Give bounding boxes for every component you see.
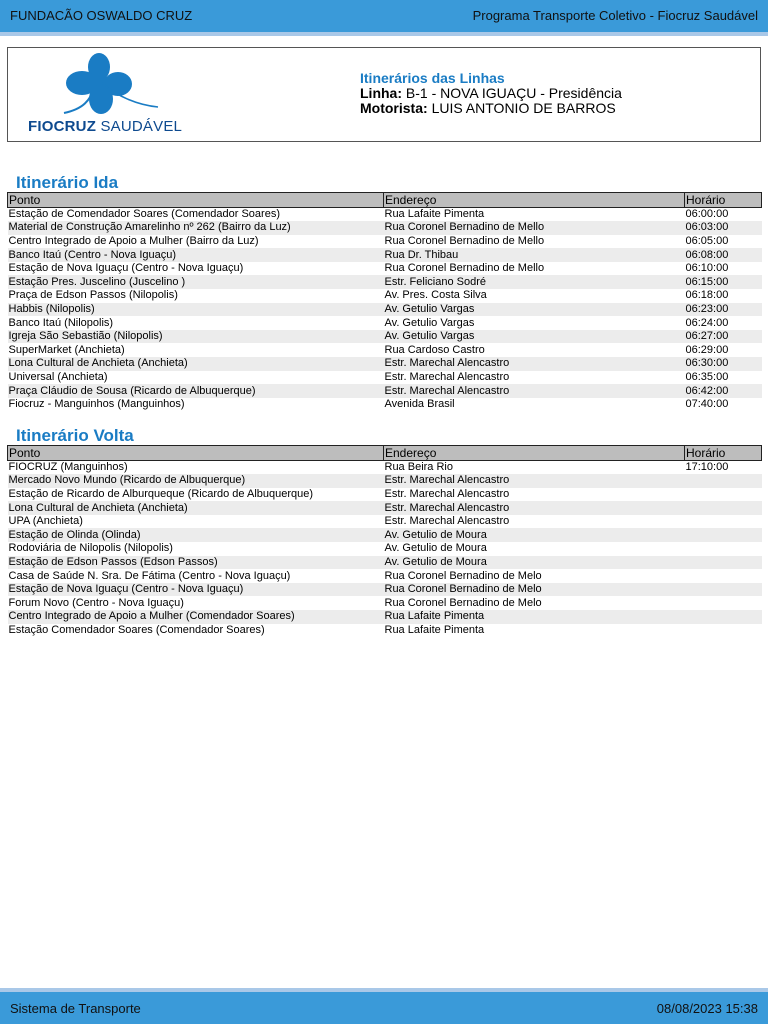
table-row bbox=[8, 501, 762, 515]
address-cell: Estr. Marechal Alencastro bbox=[384, 487, 510, 500]
driver-row bbox=[360, 101, 622, 116]
address-cell: Rua Coronel Bernadino de Mello bbox=[384, 234, 545, 247]
time-cell: 06:10:00 bbox=[685, 262, 729, 275]
stop-name-cell: Estação de Comendador Soares (Comendador Soares) bbox=[8, 208, 280, 221]
address-cell: Rua Cardoso Castro bbox=[384, 343, 485, 356]
address-cell: Rua Dr. Thibau bbox=[384, 248, 685, 262]
stop-name-cell: Estação Comendador Soares (Comendador Soares) bbox=[8, 623, 265, 636]
table-row bbox=[8, 221, 762, 235]
stop-name-cell: Lona Cultural de Anchieta (Anchieta) bbox=[8, 501, 384, 515]
table-row bbox=[8, 303, 762, 317]
stop-name-cell: Habbis (Nilopolis) bbox=[8, 303, 384, 317]
table-row bbox=[8, 624, 762, 638]
table-row bbox=[8, 461, 762, 475]
address-cell: Av. Getulio Vargas bbox=[384, 330, 685, 344]
stop-name-cell: Centro Integrado de Apoio a Mulher (Bairro da Luz) bbox=[8, 234, 259, 247]
column-header-ponto: Ponto bbox=[8, 446, 384, 461]
table-row bbox=[8, 542, 762, 556]
logo-brand-bold: FIOCRUZ bbox=[28, 118, 97, 135]
top-header-bar bbox=[0, 0, 768, 32]
stop-name-cell: Banco Itaú (Nilopolis) bbox=[8, 316, 114, 329]
program-name: Programa Transporte Coletivo - Fiocruz Saudável bbox=[472, 7, 758, 23]
stop-name-cell: Lona Cultural de Anchieta (Anchieta) bbox=[8, 357, 384, 371]
line-value: B-1 - NOVA IGUAÇU - Presidência bbox=[405, 85, 622, 101]
table-row bbox=[8, 316, 762, 330]
address-cell: Rua Lafaite Pimenta bbox=[384, 623, 485, 636]
stop-name-cell: Praça de Edson Passos (Nilopolis) bbox=[8, 289, 178, 302]
address-cell: Rua Coronel Bernadino de Melo bbox=[384, 569, 542, 582]
page-title: Itinerários das Linhas bbox=[360, 70, 505, 86]
footer-system-name: Sistema de Transporte bbox=[10, 1000, 141, 1016]
table-row bbox=[8, 596, 762, 610]
line-row bbox=[360, 86, 622, 101]
time-cell bbox=[685, 610, 762, 624]
document-header bbox=[7, 47, 761, 142]
table-row bbox=[8, 474, 762, 488]
time-cell: 06:42:00 bbox=[685, 384, 762, 398]
time-cell: 06:23:00 bbox=[685, 303, 762, 317]
time-cell: 06:18:00 bbox=[685, 289, 729, 302]
address-cell: Av. Getulio Vargas bbox=[384, 303, 685, 317]
time-cell bbox=[685, 556, 762, 570]
table-row bbox=[8, 569, 762, 583]
table-row bbox=[8, 343, 762, 357]
stop-name-cell: Praça Cláudio de Sousa (Ricardo de Albuquerque) bbox=[8, 384, 384, 398]
address-cell: Rua Beira Rio bbox=[384, 461, 453, 474]
column-header-ponto: Ponto bbox=[8, 193, 384, 208]
driver-value: LUIS ANTONIO DE BARROS bbox=[431, 100, 616, 116]
table-header-row bbox=[8, 193, 762, 208]
stop-name-cell: Centro Integrado de Apoio a Mulher (Comendador Soares) bbox=[8, 610, 384, 624]
time-cell: 06:30:00 bbox=[685, 357, 762, 371]
stop-name-cell: Universal (Anchieta) bbox=[8, 370, 108, 383]
logo-brand-light: SAUDÁVEL bbox=[100, 118, 183, 135]
stop-name-cell: Fiocruz - Manguinhos (Manguinhos) bbox=[8, 398, 185, 411]
stop-name-cell: Estação de Ricardo de Alburqueque (Ricardo de Albuquerque) bbox=[8, 487, 314, 500]
time-cell: 06:15:00 bbox=[685, 275, 762, 289]
address-cell: Rua Coronel Bernadino de Melo bbox=[384, 596, 542, 609]
table-row bbox=[8, 528, 762, 542]
address-cell: Av. Pres. Costa Silva bbox=[384, 289, 487, 302]
institution-name: FUNDACÃO OSWALDO CRUZ bbox=[10, 7, 193, 23]
stop-name-cell: Estação de Nova Iguaçu (Centro - Nova Iguaçu) bbox=[8, 583, 384, 597]
table-row bbox=[8, 248, 762, 262]
time-cell bbox=[685, 569, 762, 583]
address-cell: Av. Getulio Vargas bbox=[384, 316, 475, 329]
address-cell: Av. Getulio de Moura bbox=[384, 556, 685, 570]
address-cell: Estr. Marechal Alencastro bbox=[384, 384, 685, 398]
column-header-endereco: Endereço bbox=[384, 193, 685, 208]
time-cell: 06:24:00 bbox=[685, 316, 729, 329]
time-cell: 06:00:00 bbox=[685, 208, 729, 221]
time-cell bbox=[685, 474, 762, 488]
table-row bbox=[8, 235, 762, 249]
time-cell: 17:10:00 bbox=[685, 461, 729, 474]
line-info bbox=[360, 71, 622, 116]
table-row bbox=[8, 384, 762, 398]
stop-name-cell: Estação de Nova Iguaçu (Centro - Nova Iguaçu) bbox=[8, 262, 244, 275]
table-header-row bbox=[8, 446, 762, 461]
stop-name-cell: FIOCRUZ (Manguinhos) bbox=[8, 461, 128, 474]
address-cell: Estr. Marechal Alencastro bbox=[384, 474, 685, 488]
line-label: Linha: bbox=[360, 85, 402, 101]
time-cell: 07:40:00 bbox=[685, 398, 729, 411]
clover-logo-icon bbox=[28, 53, 188, 119]
address-cell: Av. Getulio de Moura bbox=[384, 528, 685, 542]
table-row bbox=[8, 610, 762, 624]
time-cell bbox=[685, 583, 762, 597]
column-header-endereco: Endereço bbox=[384, 446, 685, 461]
time-cell: 06:35:00 bbox=[685, 370, 729, 383]
footer-bar bbox=[0, 992, 768, 1024]
table-row bbox=[8, 275, 762, 289]
address-cell: Rua Coronel Bernadino de Mello bbox=[384, 262, 545, 275]
table-row bbox=[8, 208, 762, 222]
stop-name-cell: Estação Pres. Juscelino (Juscelino ) bbox=[8, 275, 384, 289]
table-row bbox=[8, 289, 762, 303]
table-row bbox=[8, 262, 762, 276]
table-row bbox=[8, 371, 762, 385]
stop-name-cell: UPA (Anchieta) bbox=[8, 515, 83, 528]
itinerary-volta-table bbox=[7, 445, 762, 637]
footer-timestamp: 08/08/2023 15:38 bbox=[656, 1000, 758, 1016]
stop-name-cell: Material de Construção Amarelinho nº 262 (Bairro da Luz) bbox=[8, 221, 384, 235]
column-header-horario: Horário bbox=[685, 446, 762, 461]
address-cell: Av. Getulio de Moura bbox=[384, 542, 487, 555]
table-row bbox=[8, 330, 762, 344]
time-cell bbox=[685, 542, 762, 556]
stop-name-cell: Casa de Saúde N. Sra. De Fátima (Centro - Nova Iguaçu) bbox=[8, 569, 291, 582]
fiocruz-logo bbox=[28, 53, 188, 139]
address-cell: Rua Lafaite Pimenta bbox=[384, 208, 485, 221]
table-row bbox=[8, 357, 762, 371]
table-row bbox=[8, 556, 762, 570]
table-row bbox=[8, 398, 762, 412]
top-divider bbox=[0, 32, 768, 36]
stop-name-cell: Mercado Novo Mundo (Ricardo de Albuquerque) bbox=[8, 474, 384, 488]
stop-name-cell: Forum Novo (Centro - Nova Iguaçu) bbox=[8, 596, 184, 609]
address-cell: Estr. Marechal Alencastro bbox=[384, 501, 685, 515]
logo-wordmark bbox=[28, 118, 188, 135]
time-cell bbox=[685, 515, 762, 529]
address-cell: Estr. Marechal Alencastro bbox=[384, 370, 510, 383]
table-row bbox=[8, 515, 762, 529]
stop-name-cell: SuperMarket (Anchieta) bbox=[8, 343, 125, 356]
table-row bbox=[8, 488, 762, 502]
time-cell bbox=[685, 501, 762, 515]
stop-name-cell: Banco Itaú (Centro - Nova Iguaçu) bbox=[8, 248, 384, 262]
time-cell bbox=[685, 488, 762, 502]
time-cell bbox=[685, 528, 762, 542]
driver-label: Motorista: bbox=[360, 100, 428, 116]
time-cell: 06:05:00 bbox=[685, 234, 729, 247]
stop-name-cell: Estação de Edson Passos (Edson Passos) bbox=[8, 556, 384, 570]
time-cell: 06:29:00 bbox=[685, 343, 729, 356]
time-cell bbox=[685, 596, 762, 610]
stop-name-cell: Igreja São Sebastião (Nilopolis) bbox=[8, 330, 384, 344]
time-cell: 06:27:00 bbox=[685, 330, 762, 344]
address-cell: Rua Lafaite Pimenta bbox=[384, 610, 685, 624]
column-header-horario: Horário bbox=[685, 193, 762, 208]
address-cell: Estr. Marechal Alencastro bbox=[384, 515, 510, 528]
time-cell: 06:08:00 bbox=[685, 248, 762, 262]
address-cell: Rua Coronel Bernadino de Mello bbox=[384, 221, 685, 235]
address-cell: Estr. Feliciano Sodré bbox=[384, 275, 685, 289]
address-cell: Avenida Brasil bbox=[384, 398, 455, 411]
stop-name-cell: Estação de Olinda (Olinda) bbox=[8, 528, 384, 542]
time-cell bbox=[685, 624, 762, 638]
address-cell: Estr. Marechal Alencastro bbox=[384, 357, 685, 371]
stop-name-cell: Rodoviária de Nilopolis (Nilopolis) bbox=[8, 542, 173, 555]
section-title-ida: Itinerário Ida bbox=[16, 173, 119, 192]
section-title-volta: Itinerário Volta bbox=[16, 426, 134, 445]
time-cell: 06:03:00 bbox=[685, 221, 762, 235]
address-cell: Rua Coronel Bernadino de Melo bbox=[384, 583, 685, 597]
itinerary-ida-table bbox=[7, 192, 762, 411]
table-row bbox=[8, 583, 762, 597]
